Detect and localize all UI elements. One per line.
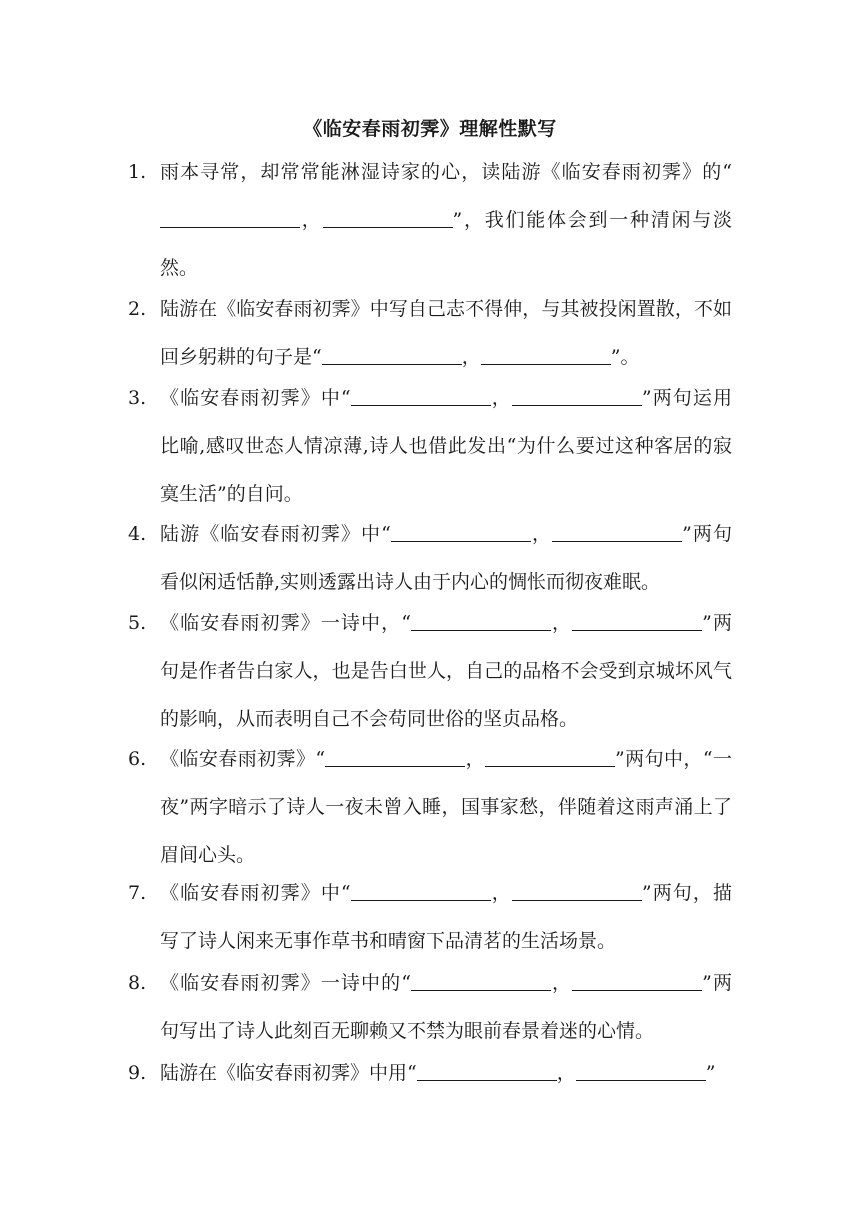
answer-blank-2[interactable] [572,608,702,631]
question-number: 2. [128,298,147,320]
question-text: 《临安春雨初霁》中“ ， ”两句，描写了诗人闲来无事作草书和晴窗下品清茗的生活场景。 [160,869,732,965]
question-text: 《临安春雨初霁》中“ ， ”两句运用比喻,感叹世态人情凉薄,诗人也借此发出“为什么要过这种客居的寂寞生活”的自问。 [160,374,732,518]
answer-blank-2[interactable] [576,1058,706,1081]
answer-blank-1[interactable] [417,1058,557,1081]
question-text: 陆游《临安春雨初霁》中“ ， ”两句看似闲适恬静,实则透露出诗人由于内心的惆怅而彻夜难眠。 [160,510,732,606]
question-5 [128,599,732,743]
question-text: 陆游在《临安春雨初霁》中用“ ， ” [160,1049,732,1097]
answer-blank-2[interactable] [485,744,615,767]
answer-blank-1[interactable] [322,342,462,365]
question-8 [128,959,732,1055]
question-number: 6. [128,748,147,770]
question-4 [128,510,732,606]
answer-blank-2[interactable] [512,383,642,406]
question-1 [128,148,732,292]
question-number: 3. [128,387,147,409]
answer-blank-1[interactable] [351,383,491,406]
answer-blank-2[interactable] [481,342,611,365]
question-text: 《临安春雨初霁》“ ， ”两句中，“一夜”两字暗示了诗人一夜未曾入睡，国事家愁，伴随着这雨声涌上了眉间心头。 [160,735,732,879]
answer-blank-2[interactable] [323,205,453,228]
answer-blank-1[interactable] [411,608,551,631]
answer-blank-1[interactable] [351,878,491,901]
question-3 [128,374,732,518]
question-6 [128,735,732,879]
question-number: 9. [128,1062,147,1084]
question-text: 雨本寻常，却常常能淋湿诗家的心，读陆游《临安春雨初霁》的“， ”，我们能体会到一种清闲与淡然。 [160,161,732,279]
question-number: 5. [128,612,147,634]
answer-blank-2[interactable] [572,968,702,991]
question-2 [128,285,732,381]
question-number: 8. [128,972,147,994]
question-number: 7. [128,882,147,904]
answer-blank-1[interactable] [411,968,551,991]
question-text: 《临安春雨初霁》一诗中的“ ， ”两句写出了诗人此刻百无聊赖又不禁为眼前春景着迷的心情。 [160,959,732,1055]
answer-blank-1[interactable] [391,519,531,542]
question-7 [128,869,732,965]
answer-blank-2[interactable] [552,519,682,542]
question-text: 陆游在《临安春雨初霁》中写自己志不得伸，与其被投闲置散，不如回乡躬耕的句子是“ ， ”。 [160,298,732,368]
question-9 [128,1049,732,1097]
question-number: 4. [128,523,147,545]
answer-blank-1[interactable] [325,744,465,767]
answer-blank-1[interactable] [160,205,300,228]
question-number: 1. [128,161,147,183]
answer-blank-2[interactable] [512,878,642,901]
question-text: 《临安春雨初霁》一诗中，“ ， ”两句是作者告白家人，也是告白世人，自己的品格不会受到京城坏风气的影响，从而表明自己不会苟同世俗的坚贞品格。 [160,599,732,743]
page-title: 《临安春雨初霁》理解性默写 [303,118,557,140]
